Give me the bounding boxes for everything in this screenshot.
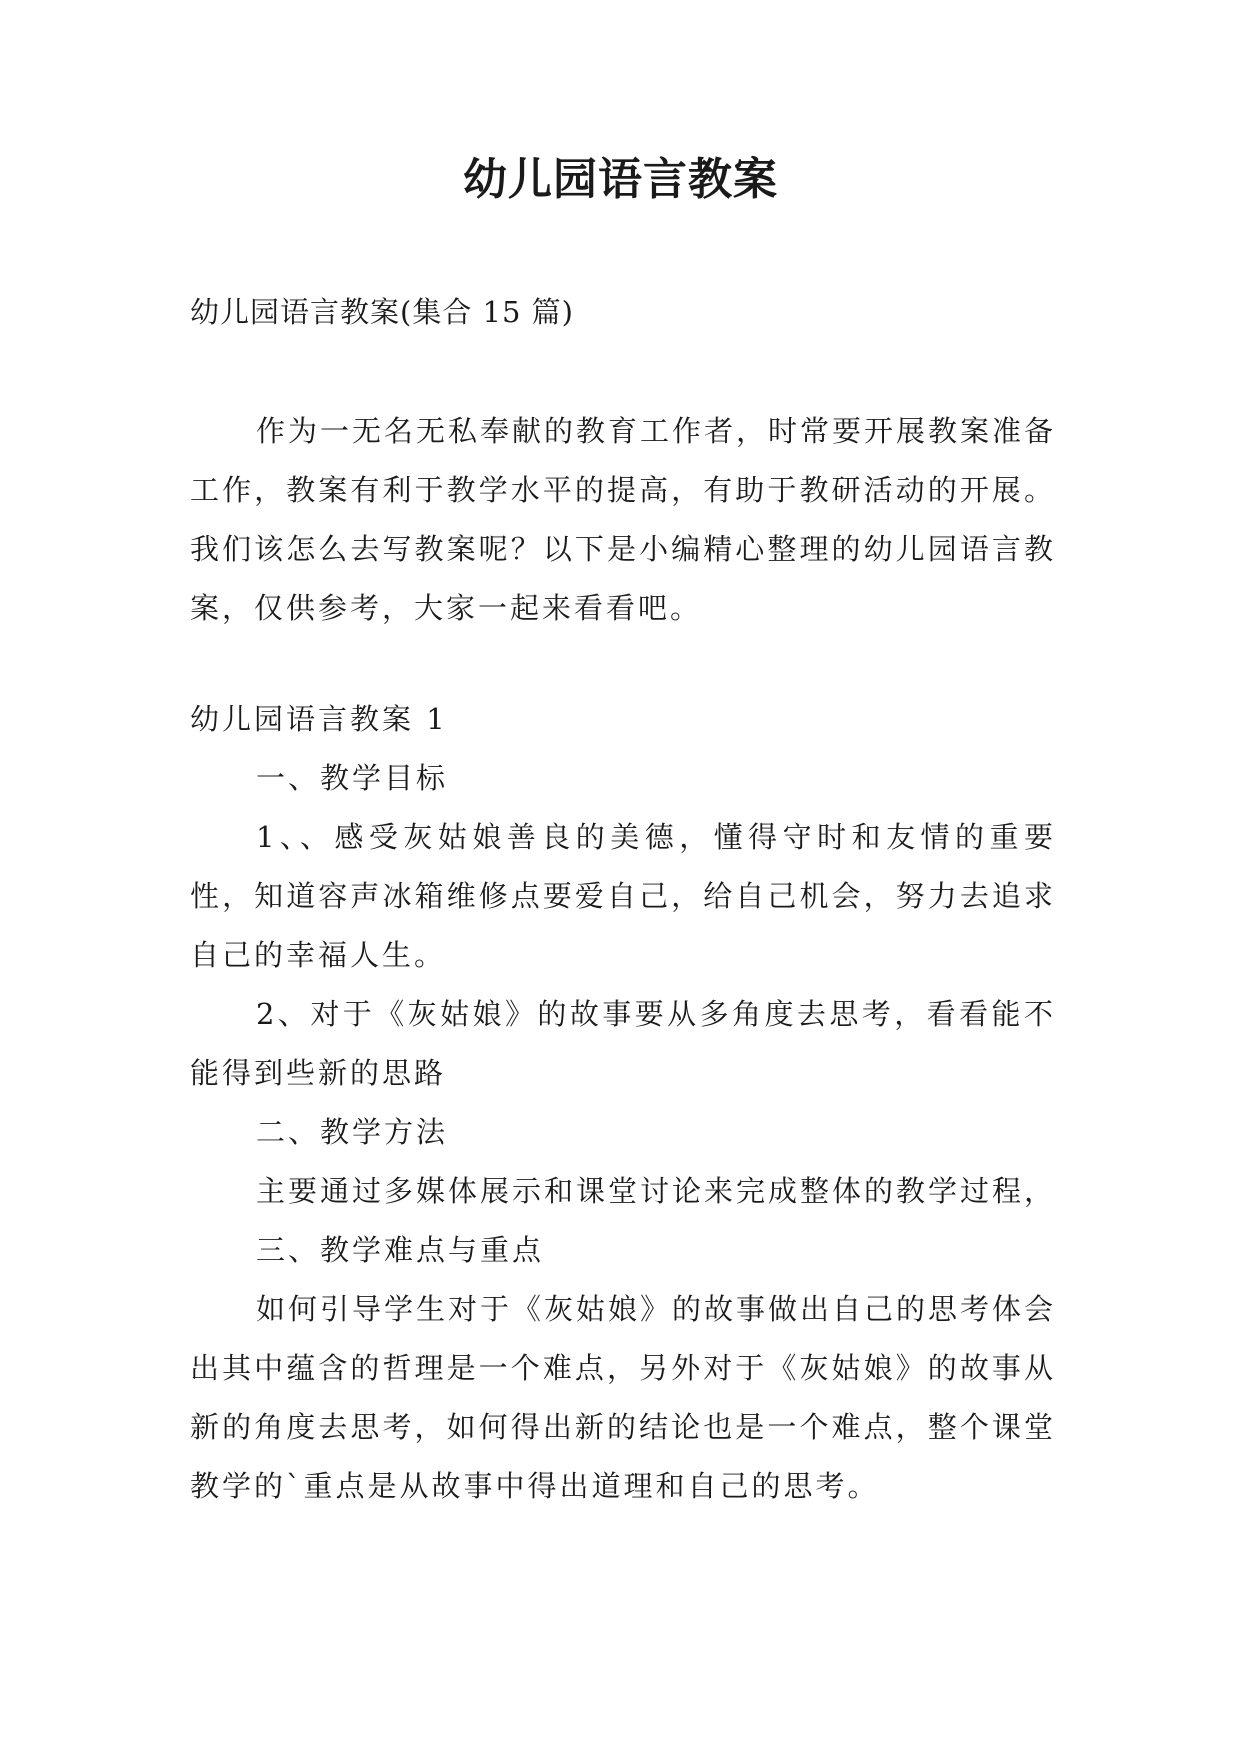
heading-teaching-goals: 一、教学目标 xyxy=(256,761,449,795)
goal-paragraph-1: 1、、感受灰姑娘善良的美德，懂得守时和友情的重要性，知道容声冰箱维修点要爱自己，给自己机会，努力去追求自己的幸福人生。 xyxy=(190,820,1056,972)
lesson-plan-section xyxy=(190,690,1056,1516)
heading-difficulties: 三、教学难点与重点 xyxy=(256,1233,545,1267)
section-title: 幼儿园语言教案 1 xyxy=(190,702,448,736)
document-title: 幼儿园语言教案 xyxy=(463,154,778,205)
goal-paragraph-2: 2、对于《灰姑娘》的故事要从多角度去思考，看看能不能得到些新的思路 xyxy=(190,997,1056,1090)
document-subtitle: 幼儿园语言教案(集合 15 篇) xyxy=(190,295,574,329)
difficulty-paragraph: 如何引导学生对于《灰姑娘》的故事做出自己的思考体会出其中蕴含的哲理是一个难点，另外对于《灰姑娘》的故事从新的角度去思考，如何得出新的结论也是一个难点，整个课堂教学的`重点是从故事中得出道理和自己的思考。 xyxy=(190,1292,1057,1503)
method-paragraph: 主要通过多媒体展示和课堂讨论来完成整体的教学过程， xyxy=(256,1174,1057,1208)
heading-teaching-methods: 二、教学方法 xyxy=(256,1115,449,1149)
intro-paragraph: 作为一无名无私奉献的教育工作者，时常要开展教案准备工作，教案有利于教学水平的提高，有助于教研活动的开展。我们该怎么去写教案呢？以下是小编精心整理的幼儿园语言教案，仅供参考，大家一起来看看吧。 xyxy=(190,414,1057,625)
intro-section xyxy=(190,402,1056,638)
